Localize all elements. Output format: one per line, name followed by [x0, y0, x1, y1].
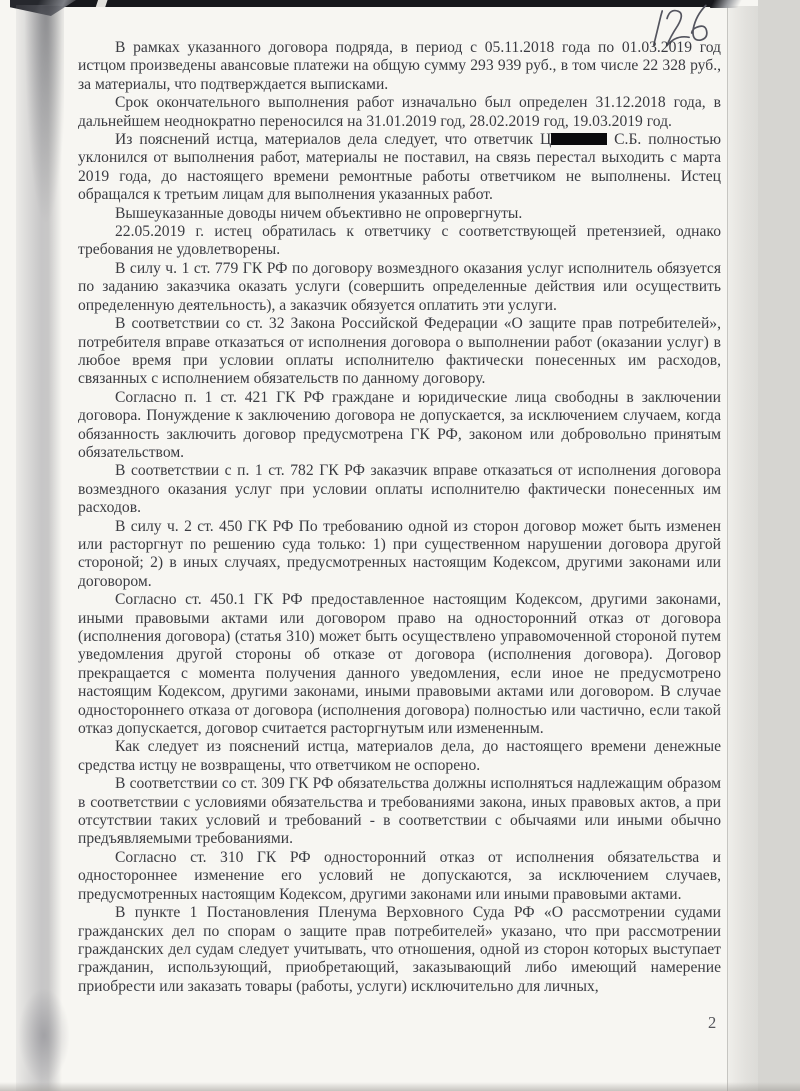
paragraph: Вышеуказанные доводы ничем объективно не опровергнуты.	[115, 204, 523, 222]
paragraph: Как следует из пояснений истца, материалов дела, до настоящего времени денежные средства истцу не возвращены, что ответчиком не оспорено.	[78, 738, 721, 774]
document-body	[78, 39, 721, 996]
paragraph: В силу ч. 2 ст. 450 ГК РФ По требованию одной из сторон договор может быть изменен или расторгнут по решению суда только: 1) при существенном нарушении договора другой стороной; 2) в иных случаях, предусмотренных настоящим Кодексом, другими законами или договором.	[78, 517, 721, 590]
paragraph: В соответствии с п. 1 ст. 782 ГК РФ заказчик вправе отказаться от исполнения договора возмездного оказания услуг при условии оплаты исполнителю фактически понесенных им расходов.	[78, 462, 721, 517]
paragraph: Согласно п. 1 ст. 421 ГК РФ граждане и юридические лица свободны в заключении договора. Понуждение к заключению договора не допускается, за исключением случаем, когда обязанность заключить договор предусмотрена ГК РФ, законом или добровольно принятым обязательством.	[78, 388, 721, 461]
paragraph: В соответствии со ст. 32 Закона Российской Федерации «О защите прав потребителей», потребителя вправе отказаться от исполнения договора о выполнении работ (оказании услуг) в любое время при условии оплаты исполнителю фактически понесенных им расходов, связанных с исполнением обязательств по данному договору.	[78, 315, 721, 388]
page-number: 2	[708, 1013, 717, 1032]
page-fold-shadow-top	[24, 6, 64, 226]
page-edge-bottom	[0, 1082, 800, 1091]
paragraph: 22.05.2019 г. истец обратилась к ответчику с соответствующей претензией, однако требования не удовлетворены.	[78, 223, 721, 259]
page-edge-right	[727, 6, 758, 1091]
paragraph: Согласно ст. 310 ГК РФ односторонний отказ от исполнения обязательства и одностороннее изменение его условий не допускаются, за исключением случаев, предусмотренных настоящим Кодексом, другими законами или иными правовыми актами.	[78, 848, 721, 903]
scan-edge-band	[12, 0, 714, 7]
paragraph: Срок окончательного выполнения работ изначально был определен 31.12.2018 года, в дальнейшем неоднократно переносился на 31.01.2019 год, 28.02.2019 год, 19.03.2019 год.	[78, 94, 721, 130]
paragraph: В рамках указанного договора подряда, в период с 05.11.2018 года по 01.03.2019 год истцом произведены авансовые платежи на общую сумму 293 939 руб., в том числе 22 328 руб., за материалы, что подтверждается выписками.	[78, 39, 721, 93]
paragraph: В силу ч. 1 ст. 779 ГК РФ по договору возмездного оказания услуг исполнитель обязуется по заданию заказчика оказать услуги (совершить определенные действия или осуществить определенную деятельность), а заказчик обязуется оплатить эти услуги.	[78, 259, 721, 314]
paragraph: В пункте 1 Постановления Пленума Верховного Суда РФ «О рассмотрении судами гражданских дел по спорам о защите прав потребителей» указано, что при рассмотрении гражданских дел судам следует учитывать, что отношения, одной из сторон которых выступает гражданин, использующий, приобретающий, заказывающий либо имеющий намерение приобрести или заказать товары (работы, услуги) исключительно для личных,	[78, 904, 721, 995]
paragraph: Согласно ст. 450.1 ГК РФ предоставленное настоящим Кодексом, другими законами, иными правовыми актами или договором право на односторонний отказ от договора (исполнения договора) (статья 310) может быть осуществлено управомоченной стороной путем уведомления другой стороны об отказе от договора (исполнения договора). Договор прекращается с момента получения данного уведомления, если иное не предусмотрено настоящим Кодексом, другими законами, иными правовыми актами или договором. В случае одностороннего отказа от договора (исполнения договора) полностью или частично, если такой отказ допускается, договор считается расторгнутым или измененным.	[78, 591, 721, 738]
paragraph: Из пояснений истца, материалов дела следует, что ответчик Ц С.Б. полностью уклонился от выполнения работ, материалы не поставил, на связь перестал выходить с марта 2019 года, до настоящего времени ремонтные работы ответчиком не выполнены. Истец обращался к третьим лицам для выполнения указанных работ.	[78, 131, 721, 204]
scan-smudge-bottom-left	[18, 988, 70, 1083]
paragraph: В соответствии со ст. 309 ГК РФ обязательства должны исполняться надлежащим образом в соответствии с условиями обязательства и требованиями закона, иных правовых актов, а при отсутствии таких условий и требований - в соответствии с обычаями или иными обычно предъявляемыми требованиями.	[78, 775, 721, 848]
redaction-box	[551, 133, 607, 145]
scanner-background-right	[758, 0, 800, 1091]
